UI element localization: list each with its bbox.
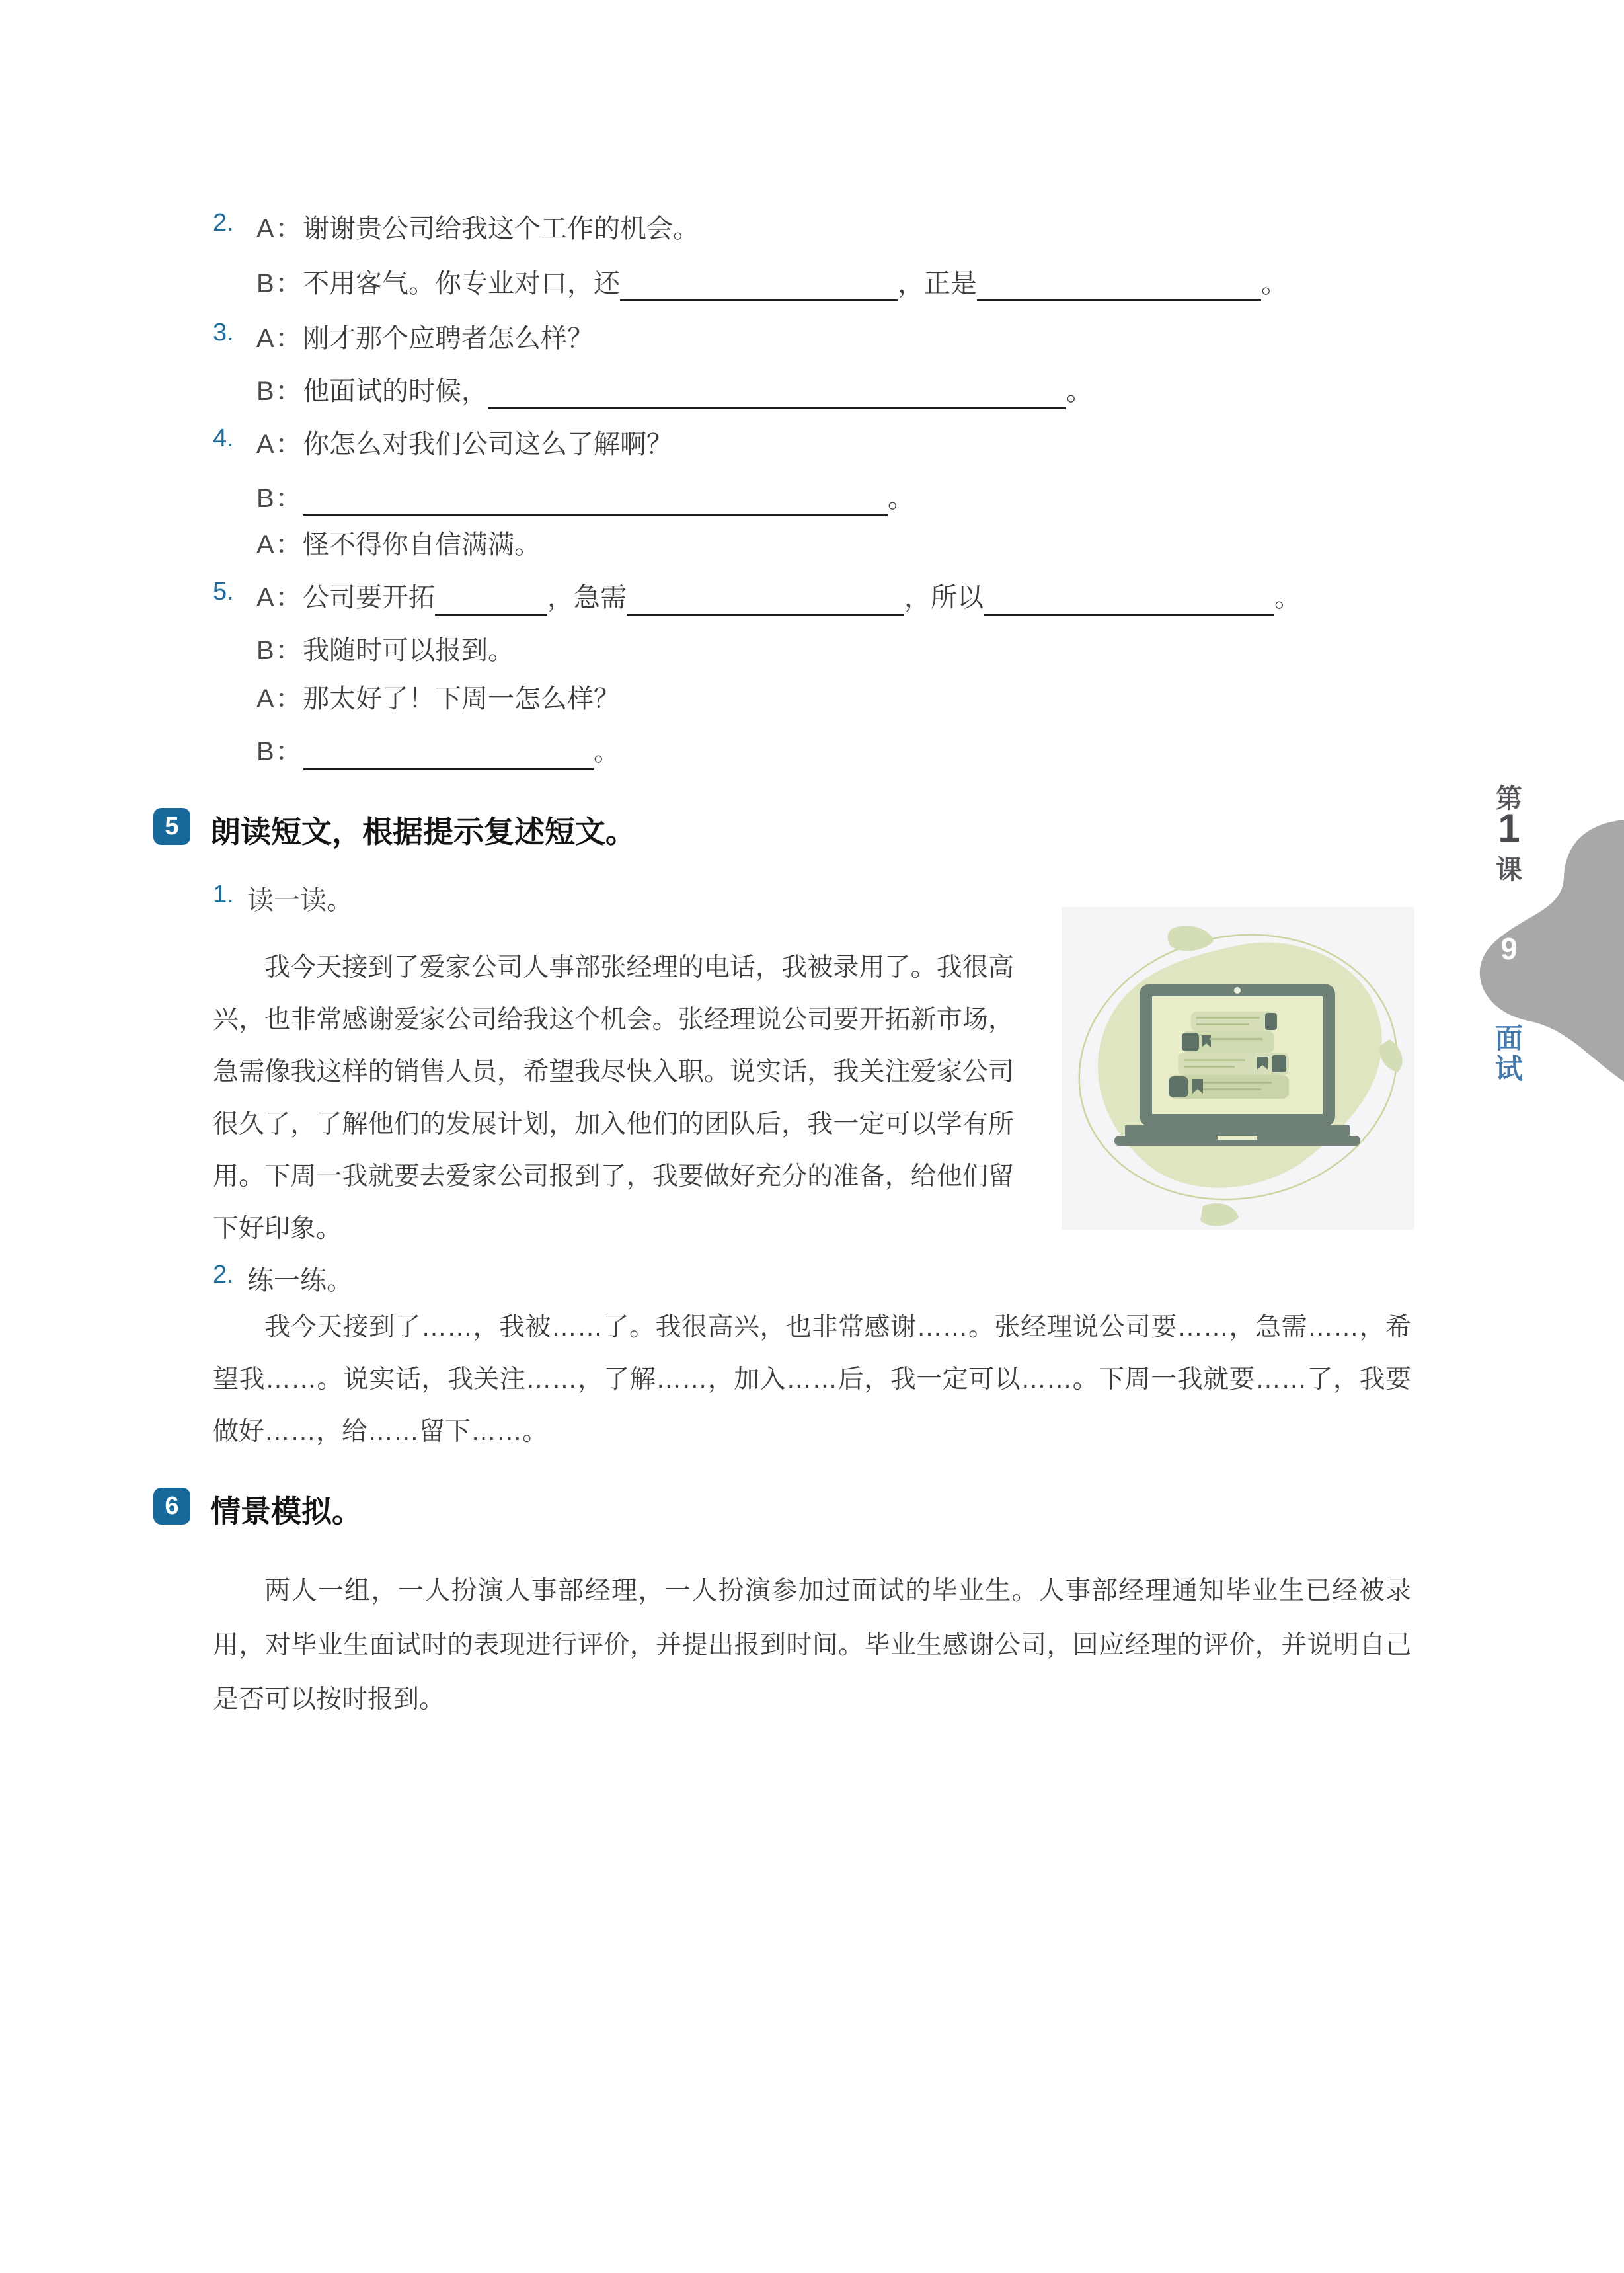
retell-practice-text: 我今天接到了……，我被……了。我很高兴，也非常感谢……。张经理说公司要……，急需……，希望我……。说实话，我关注……，了解……，加入……后，我一定可以……。下周一我就要……了，我要做好……，给……留下……。 — [213, 1313, 1411, 1446]
lesson-marker-char: 课 — [1496, 856, 1522, 885]
speaker-label: B： — [256, 269, 303, 298]
speaker-label: A： — [256, 530, 303, 559]
roleplay-instructions: 两人一组，一人扮演人事部经理，一人扮演参加过面试的毕业生。人事部经理通知毕业生已经被录用，对毕业生面试时的表现进行评价，并提出报到时间。毕业生感谢公司，回应经理的评价，并说明自己是否可以按时报到。 — [213, 1577, 1411, 1714]
speaker-label: A： — [256, 583, 303, 612]
item-number: 5. — [213, 578, 234, 606]
fill-in-blank — [303, 483, 888, 516]
fill-in-blank — [977, 268, 1261, 301]
fill-in-blank — [984, 582, 1274, 616]
dialogue-text: 我随时可以报到。 — [303, 636, 514, 665]
dialogue-text: ，正是 — [898, 269, 977, 298]
dialogue-line — [0, 629, 1624, 669]
step-number: 1. — [213, 881, 234, 908]
dialogue-text: ，所以 — [904, 583, 984, 612]
dialogue-text: 你怎么对我们公司这么了解啊？ — [303, 430, 673, 459]
dialogue-text: 。 — [1066, 377, 1093, 406]
section-number-badge: 5 — [153, 808, 190, 845]
step-label: 练一练。 — [247, 1266, 353, 1295]
fill-in-blank — [627, 582, 904, 616]
speaker-label: A： — [256, 214, 303, 243]
dialogue-text: 。 — [594, 737, 620, 766]
dialogue-text: 刚才那个应聘者怎么样？ — [303, 324, 594, 353]
dialogue-text: 不用客气。你专业对口，还 — [303, 269, 620, 298]
dialogue-text: 。 — [1261, 269, 1288, 298]
speaker-label: A： — [256, 684, 303, 713]
dialogue-text: 那太好了！下周一怎么样？ — [303, 684, 620, 713]
step-label: 读一读。 — [247, 886, 353, 915]
dialogue-line — [0, 317, 1624, 357]
item-number: 2. — [213, 209, 234, 237]
lesson-title-char: 试 — [1494, 1053, 1523, 1084]
lesson-marker-char: 第 — [1496, 784, 1522, 813]
item-number: 3. — [213, 319, 234, 346]
speaker-label: A： — [256, 324, 303, 353]
dialogue-line — [0, 370, 1624, 410]
dialogue-line — [0, 423, 1624, 463]
dialogue-text: 。 — [888, 484, 914, 513]
speaker-label: B： — [256, 377, 303, 406]
speaker-label: A： — [256, 430, 303, 459]
laptop-books-illustration — [1062, 907, 1414, 1230]
fill-in-blank — [620, 268, 898, 301]
section-title: 朗读短文，根据提示复述短文。 — [210, 815, 636, 849]
lesson-title-char: 面 — [1494, 1023, 1523, 1054]
dialogue-line — [0, 477, 1624, 517]
dialogue-text: 公司要开拓 — [303, 583, 435, 612]
step-number: 2. — [213, 1261, 234, 1289]
dialogue-text: 他面试的时候， — [303, 377, 488, 406]
dialogue-text: 谢谢贵公司给我这个工作的机会。 — [303, 214, 699, 243]
section-title: 情景模拟。 — [210, 1494, 362, 1529]
fill-in-blank — [435, 582, 547, 616]
speaker-label: B： — [256, 737, 303, 766]
reading-passage: 我今天接到了爱家公司人事部张经理的电话，我被录用了。我很高兴，也非常感谢爱家公司给我这个机会。张经理说公司要开拓新市场，急需像我这样的销售人员，希望我尽快入职。说实话，我关注爱家公司很久了，了解他们的发展计划，加入他们的团队后，我一定可以学有所用。下周一我就要去爱家公司报到了，我要做好充分的准备，给他们留下好印象。 — [213, 953, 1014, 1243]
dialogue-line — [0, 208, 1624, 247]
fill-in-blank — [303, 736, 594, 770]
dialogue-text: 怪不得你自信满满。 — [303, 530, 541, 559]
lesson-marker-number: 1 — [1498, 806, 1520, 850]
dialogue-text: ，急需 — [547, 583, 627, 612]
dialogue-line — [0, 577, 1624, 616]
page-number: 9 — [1500, 932, 1518, 966]
dialogue-line — [0, 678, 1624, 717]
item-number: 4. — [213, 424, 234, 452]
dialogue-line — [0, 731, 1624, 770]
fill-in-blank — [488, 376, 1066, 409]
dialogue-text: 。 — [1274, 583, 1301, 612]
speaker-label: B： — [256, 636, 303, 665]
speaker-label: B： — [256, 484, 303, 513]
dialogue-line — [0, 262, 1624, 302]
section-number-badge: 6 — [153, 1488, 190, 1525]
dialogue-line — [0, 524, 1624, 563]
